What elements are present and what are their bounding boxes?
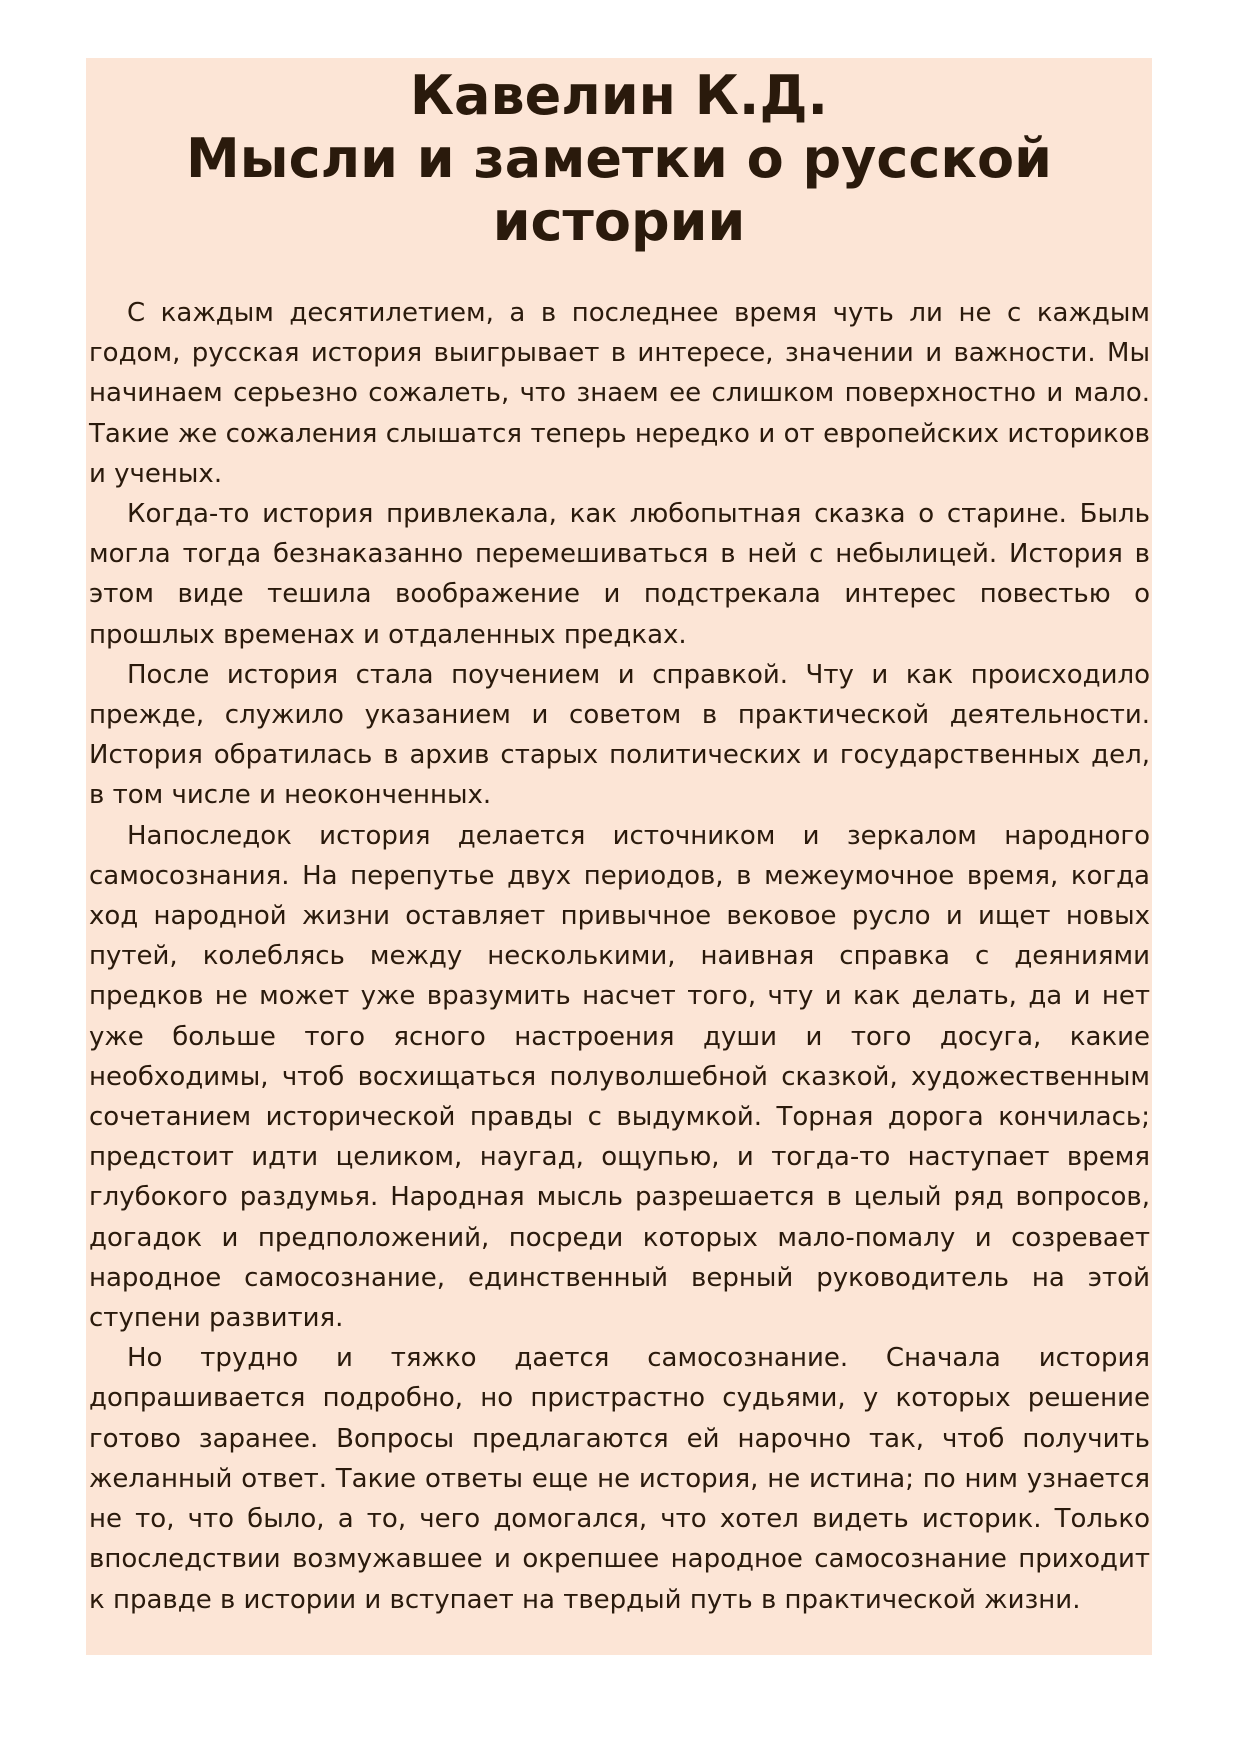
paragraph: Когда-то история привлекала, как любопытная сказка о старине. Быль могла тогда безнаказанно перемешиваться в ней с небылицей. История в этом виде тешила воображение и подстрекала интерес повестью о прошлых временах и отдаленных предках. xyxy=(89,499,1150,650)
title-line-1: Мысли и заметки о русской xyxy=(186,127,1052,190)
paragraph: С каждым десятилетием, а в последнее время чуть ли не с каждым годом, русская история выигрывает в интересе, значении и важности. Мы начинаем серьезно сожалеть, что знаем ее слишком поверхностно и мало. Такие же сожаления слышатся теперь нередко и от европейских историков и ученых. xyxy=(89,298,1150,489)
document-title xyxy=(86,58,1152,253)
title-line-2: истории xyxy=(492,190,746,253)
paragraph: Напоследок история делается источником и зеркалом народного самосознания. На перепутье двух периодов, в межеумочное время, когда ход народной жизни оставляет привычное вековое русло и ищет новых путей, колеблясь между несколькими, наивная справка с деяниями предков не может уже вразумить насчет того, чту и как делать, да и нет уже больше того ясного настроения души и того досуга, какие необходимы, чтоб восхищаться полуволшебной сказкой, художественным сочетанием исторической правды с выдумкой. Торная дорога кончилась; предстоит идти целиком, наугад, ощупью, и тогда-то наступает время глубокого раздумья. Народная мысль разрешается в целый ряд вопросов, догадок и предположений, посреди которых мало-помалу и созревает народное самосознание, единственный верный руководитель на этой ступени развития. xyxy=(89,820,1150,1334)
paragraph: Но трудно и тяжко дается самосознание. Сначала история допрашивается подробно, но пристрастно судьями, у которых решение готово заранее. Вопросы предлагаются ей нарочно так, чтоб получить желанный ответ. Такие ответы еще не история, не истина; по ним узнается не то, что было, а то, чего домогался, что хотел видеть историк. Только впоследствии возмужавшее и окрепшее народное самосознание приходит к правде в истории и вступает на твердый путь в практической жизни. xyxy=(89,1343,1150,1615)
document-body xyxy=(89,293,1150,1620)
title-line-author: Кавелин К.Д. xyxy=(409,64,829,127)
document-page xyxy=(86,58,1152,1655)
paragraph: После история стала поучением и справкой. Чту и как происходило прежде, служило указанием и советом в практической деятельности. История обратилась в архив старых политических и государственных дел, в том числе и неоконченных. xyxy=(89,659,1150,811)
